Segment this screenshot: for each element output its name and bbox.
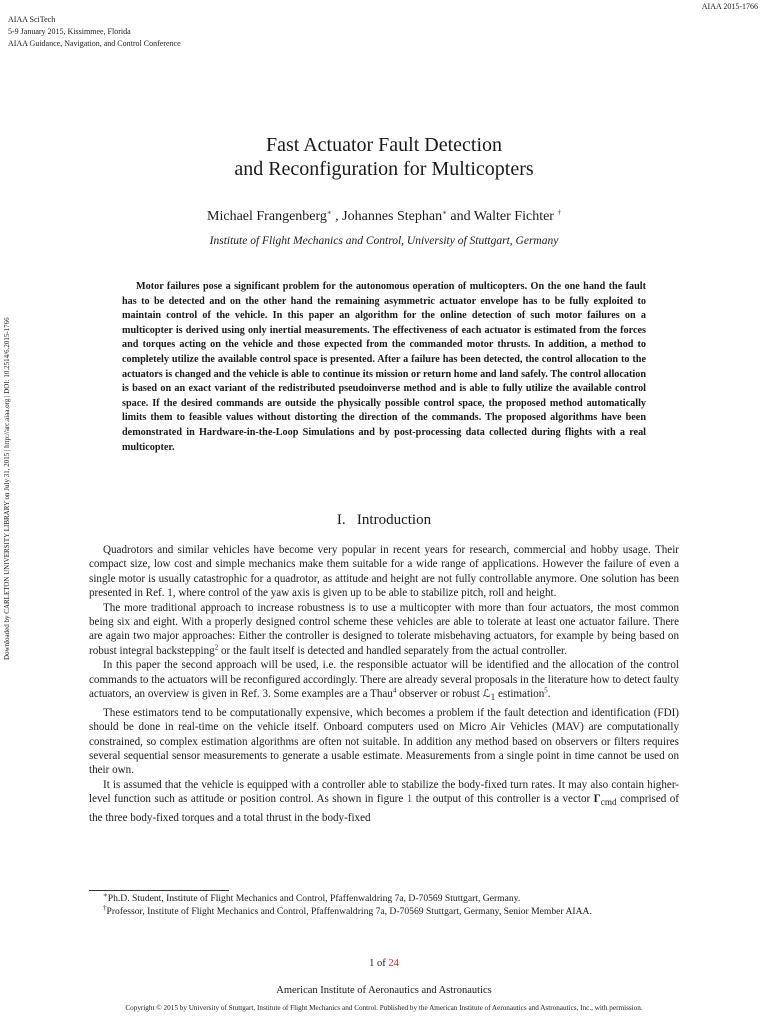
footnotes [89,890,679,918]
section-number: I. [336,512,346,528]
citation: 5 [544,686,548,695]
footnote [89,903,679,919]
text-run: observer or robust ℒ [396,688,491,701]
conference-info [8,14,181,50]
conference-line: 5-9 January 2015, Kissimmee, Florida [8,27,131,36]
paragraph: Quadrotors and similar vehicles have become very popular in recent years for research, commercial and hobby usage. Their compact size, low cost and simple mechanics make them suitable for a wide range of applications. However the failure of even a single motor is usually catastrophic for a quadrotor, as attitude and height are not fully controllable anymore. One solution has been presented in Ref. 1, where control of the yaw axis is given up to be able to stabilize pitch, roll and height. [89,544,679,600]
paper-title [0,133,768,181]
author-list [0,209,768,225]
author-name: Johannes Stephan [342,209,443,224]
citation: 4 [392,686,397,695]
paragraph: These estimators tend to be computationally expensive, which becomes a problem if the fault detection and identification (FDI) should be done in real-time on the vehicle itself. Onboard computers used on Micro Air Vehicles (MAV) are computationally constrained, so complex estimation algorithms are often not suitable. In addition any method based on observers or filters requires several sequential sensor measurements to generate a usable estimate. Measurements from a single point in time cannot be used on their own. [89,706,679,777]
footnote-divider [89,890,229,891]
author-name: Walter Fichter [473,209,554,224]
footnote-mark: ∗ [103,890,108,899]
figure-link[interactable]: 1 [406,793,413,806]
citation: 2 [214,643,219,652]
math-subscript: 1 [490,693,496,704]
footnote-mark: † [103,903,107,912]
page-current: 1 [369,958,375,969]
paragraph [89,658,679,705]
conference-line: AIAA Guidance, Navigation, and Control Conference [8,39,181,48]
footnote-mark: † [557,208,561,217]
math-symbol: Γ [593,793,601,806]
text-run: It is assumed that the vehicle is equipped with a controller able to stabilize the body-fixed turn rates. It may also contain higher-level function such as attitude or position control. As shown in figure [89,778,679,806]
document-id: AIAA 2015-1766 [701,2,758,11]
download-watermark: Downloaded by CARLETON UNIVERSITY LIBRARY on July 31, 2015 | http://arc.aiaa.org | DOI: 10.2514/6.2015-1766 [3,317,11,660]
abstract: Motor failures pose a significant problem for the autonomous operation of multicopters. On the one hand the fault has to be detected and on the other hand the remaining asymmetric actuator envelope has to be fully exploited to maintain control of the vehicle. In this paper an algorithm for the online detection of such motor failures on a multicopter is derived using only inertial measurements. The effectiveness of each actuator is estimated from the forces and torques acting on the vehicle and those expected from the commanded motor thrusts. In addition, a method to completely utilize the available control space is presented. After a failure has been detected, the control allocation to the actuators is changed and the vehicle is able to continue its mission or return home and land safely. The control allocation is based on an exact variant of the redistributed pseudoinverse method and is able to fully utilize the available control space. If the desired commands are outside the physically possible control space, the proposed method automatically limits them to feasible values without distorting the direction of the commands. The proposed algorithms have been demonstrated in Hardware-in-the-Loop Simulations and by post-processing data collected during flights with a real multicopter. [122,281,646,453]
page-total-link[interactable]: 24 [388,958,399,969]
paragraph [89,601,679,659]
page-number [0,958,768,969]
math-subscript: cmd [600,798,617,809]
footnote [89,890,679,906]
author-separator: and [446,209,474,224]
footnote-mark: ∗ [326,208,332,217]
page-of: of [374,958,389,969]
title-line: and Reconfiguration for Multicopters [234,158,534,180]
conference-line: AIAA SciTech [8,15,56,24]
section-title: Introduction [356,512,432,528]
section-heading [0,512,768,529]
footnote-text: Ph.D. Student, Institute of Flight Mechanics and Control, Pfaffenwaldring 7a, D-70569 Stuttgart, Germany. [107,893,521,904]
author-name: Michael Frangenberg [207,209,327,224]
text-run: or the fault itself is detected and handled separately from the actual controller. [218,644,567,657]
copyright-notice: Copyright © 2015 by University of Stuttgart, Institute of Flight Mechanics and Control. Published by the American Institute of Aeronautics and Astronautics, Inc., with permission. [125,1004,643,1012]
publisher: American Institute of Aeronautics and Astronautics [276,985,492,996]
text-run: estimation [495,688,545,701]
body-text [89,543,679,825]
paragraph [89,778,679,825]
author-separator: , [331,209,343,224]
text-run: In this paper the second approach will be used, i.e. the responsible actuator will be identified and the allocation of the control commands to the actuators will be reconfigured accordingly. There are already several proposals in the literature how to detect faulty actuators, an overview is given in Ref. 3. Some examples are a Thau [89,659,679,701]
footnote-text: Professor, Institute of Flight Mechanics and Control, Pfaffenwaldring 7a, D-70569 Stuttgart, Germany, Senior Member AIAA. [106,905,592,917]
text-run: . [547,688,551,701]
title-line: Fast Actuator Fault Detection [265,134,503,156]
text-run: the output of this controller is a vector [412,793,594,806]
text-run: comprised of the three body-fixed torques and a total thrust in the body-fixed [89,793,680,824]
text-run: The more traditional approach to increase robustness is to use a multicopter with more than four actuators, the most common being six and eight. With a properly designed control scheme these vehicles are able to tolerate at least one actuator failure. There are again two major approaches: Either the controller is designed to tolerate misbehaving actuators, for example by being based on robust integral backstepping [89,601,679,657]
affiliation: Institute of Flight Mechanics and Control, University of Stuttgart, Germany [209,235,559,247]
footnote-mark: ∗ [442,208,447,217]
title-block [0,133,768,181]
